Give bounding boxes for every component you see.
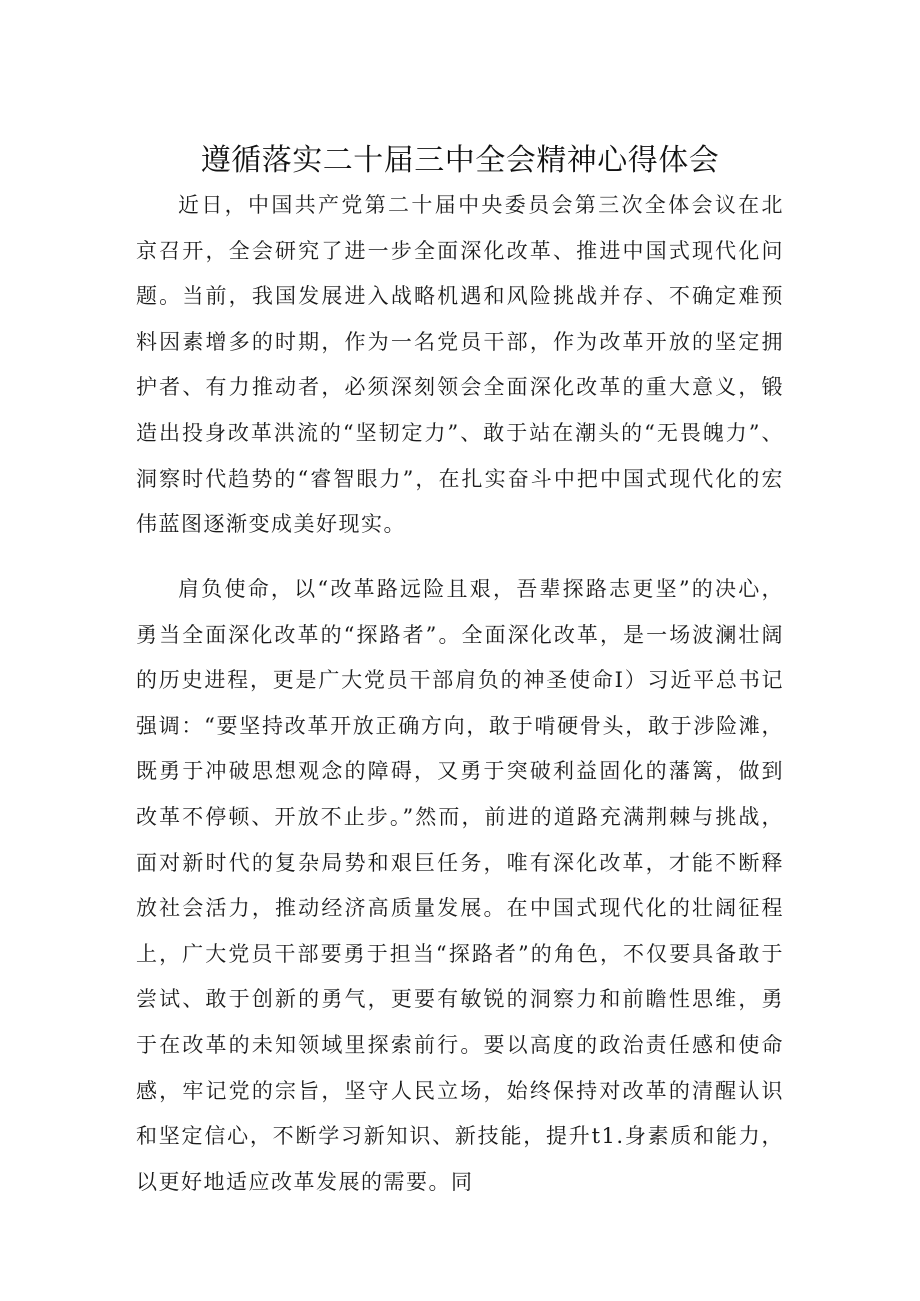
paragraph-2: 肩负使命，以“改革路远险且艰，吾辈探路志更坚”的决心，勇当全面深化改革的“探路者”。全面深化改革，是一场波澜壮阔的历史进程，更是广大党员干部肩负的神圣使命I）习近平总书记强调：“要坚持改革开放正确方向，敢于啃硬骨头，敢于涉险滩，既勇于冲破思想观念的障碍，又勇于突破利益固化的藩篱，做到改革不停顿、开放不止步。”然而，前进的道路充满荆棘与挑战，面对新时代的复杂局势和艰巨任务，唯有深化改革，才能不断释放社会活力，推动经济高质量发展。在中国式现代化的壮阔征程上，广大党员干部要勇于担当“探路者”的角色，不仅要具备敢于尝试、敢于创新的勇气，更要有敏锐的洞察力和前瞻性思维，勇于在改革的未知领域里探索前行。要以高度的政治责任感和使命感，牢记党的宗旨，坚守人民立场，始终保持对改革的清醒认识和坚定信心，不断学习新知识、新技能，提升t1.身素质和能力，以更好地适应改革发展的需要。同 bbox=[136, 577, 784, 1194]
document-title: 遵循落实二十届三中全会精神心得体会 bbox=[200, 143, 720, 178]
paragraph-1: 近日，中国共产党第二十届中央委员会第三次全体会议在北京召开，全会研究了进一步全面深化改革、推进中国式现代化问题。当前，我国发展进入战略机遇和风险挑战并存、不确定难预料因素增多的时期，作为一名党员干部，作为改革开放的坚定拥护者、有力推动者，必须深刻领会全面深化改革的重大意义，锻造出投身改革洪流的“坚韧定力”、敢于站在潮头的“无畏魄力”、洞察时代趋势的“睿智眼力”，在扎实奋斗中把中国式现代化的宏伟蓝图逐渐变成美好现实。 bbox=[136, 193, 784, 537]
